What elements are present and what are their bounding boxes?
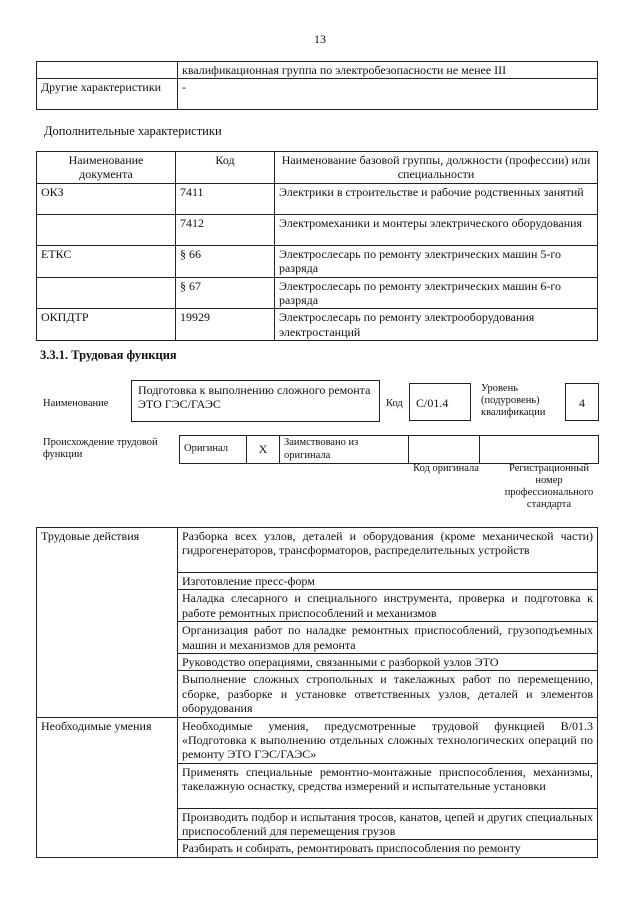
original-mark: X — [247, 436, 280, 464]
name-label: Наименование — [43, 398, 109, 409]
group-name-cell: Электрослесарь по ремонту электрических машин 6-го разряда — [275, 277, 598, 309]
header-code: Код — [176, 152, 275, 184]
header-group-name: Наименование базовой группы, должности (профессии) или специальности — [275, 152, 598, 184]
action-item: Руководство операциями, связанными с разборкой узлов ЭТО — [178, 653, 598, 670]
registration-number-cell — [480, 436, 599, 464]
qualification-level-box — [565, 383, 599, 421]
function-name-box — [131, 380, 380, 422]
additional-characteristics-table — [36, 151, 598, 341]
skill-item: Производить подбор и испытания тросов, канатов, цепей и других специальных приспособлений для перемещения грузов — [178, 808, 598, 840]
function-name-value: Подготовка к выполнению сложного ремонта ЭТО ГЭС/ГАЭС — [138, 383, 371, 412]
qualification-level-label: Уровень (подуровень) квалификации — [481, 383, 546, 419]
doc-cell: ЕТКС — [37, 245, 176, 277]
code-cell: 19929 — [176, 309, 275, 341]
group-name-cell: Электрослесарь по ремонту электрооборудования электростанций — [275, 309, 598, 341]
group-name-cell: Электрики в строительстве и рабочие родственных занятий — [275, 183, 598, 214]
other-characteristics-value: - — [178, 79, 598, 110]
code-cell: § 67 — [176, 277, 275, 309]
page-number: 13 — [314, 32, 326, 46]
skill-item: Применять специальные ремонтно-монтажные приспособления, механизмы, такелажную оснастку, средства измерений и испытательные установки — [178, 763, 598, 808]
action-item: Выполнение сложных стропольных и такелажных работ по перемещению, сборке, разборке и установке ответственных узлов, деталей и элементов оборудования — [178, 671, 598, 717]
other-characteristics-label: Другие характеристики — [37, 79, 178, 110]
empty-cell — [37, 62, 178, 79]
origin-code-caption: Код оригинала — [413, 463, 479, 474]
function-title: 3.3.1. Трудовая функция — [40, 348, 177, 362]
group-name-cell: Электромеханики и монтеры электрического оборудования — [275, 214, 598, 245]
skill-item: Необходимые умения, предусмотренные трудовой функцией B/01.3 «Подготовка к выполнению отдельных сложных технологических операций по ремонту ЭТО ГЭС/ГАЭС» — [178, 717, 598, 763]
header-document: Наименование документа — [37, 152, 176, 184]
group-label: Необходимые умения — [37, 717, 178, 857]
action-item: Организация работ по наладке ремонтных приспособлений, грузоподъемных машин и механизмов для ремонта — [178, 622, 598, 654]
doc-cell — [37, 214, 176, 245]
function-code-box — [409, 383, 471, 421]
origin-label: Происхождение трудовой функции — [43, 437, 158, 461]
action-item: Изготовление пресс-форм — [178, 573, 598, 590]
group-name-cell: Электрослесарь по ремонту электрических машин 5-го разряда — [275, 245, 598, 277]
code-cell: § 66 — [176, 245, 275, 277]
doc-cell: ОКЗ — [37, 183, 176, 214]
borrowed-label: Заимствовано из оригинала — [280, 436, 409, 464]
doc-cell — [37, 277, 176, 309]
code-cell: 7412 — [176, 214, 275, 245]
additional-characteristics-caption: Дополнительные характеристики — [44, 124, 222, 138]
doc-cell: ОКПДТР — [37, 309, 176, 341]
labor-actions-table — [36, 527, 598, 858]
electrosafety-cell: квалификационная группа по электробезопасности не менее III — [178, 62, 598, 79]
function-code-value: C/01.4 — [416, 396, 449, 410]
code-cell: 7411 — [176, 183, 275, 214]
origin-code-cell — [409, 436, 480, 464]
action-item: Наладка слесарного и специального инструмента, проверка и подготовка к работе ремонтных приспособлений и механизмов — [178, 590, 598, 622]
code-label: Код — [386, 398, 403, 409]
skill-item: Разбирать и собирать, ремонтировать приспособления по ремонту — [178, 840, 598, 857]
original-label: Оригинал — [180, 436, 247, 464]
registration-number-caption: Регистрационный номер профессионального стандарта — [504, 463, 594, 511]
action-item: Разборка всех узлов, деталей и оборудования (кроме механической части) гидрогенераторов, трансформаторов, распределительных устройств — [178, 528, 598, 573]
origin-table — [179, 435, 599, 464]
qualification-level-value: 4 — [579, 396, 585, 410]
top-characteristics-table — [36, 61, 598, 110]
group-label: Трудовые действия — [37, 528, 178, 718]
